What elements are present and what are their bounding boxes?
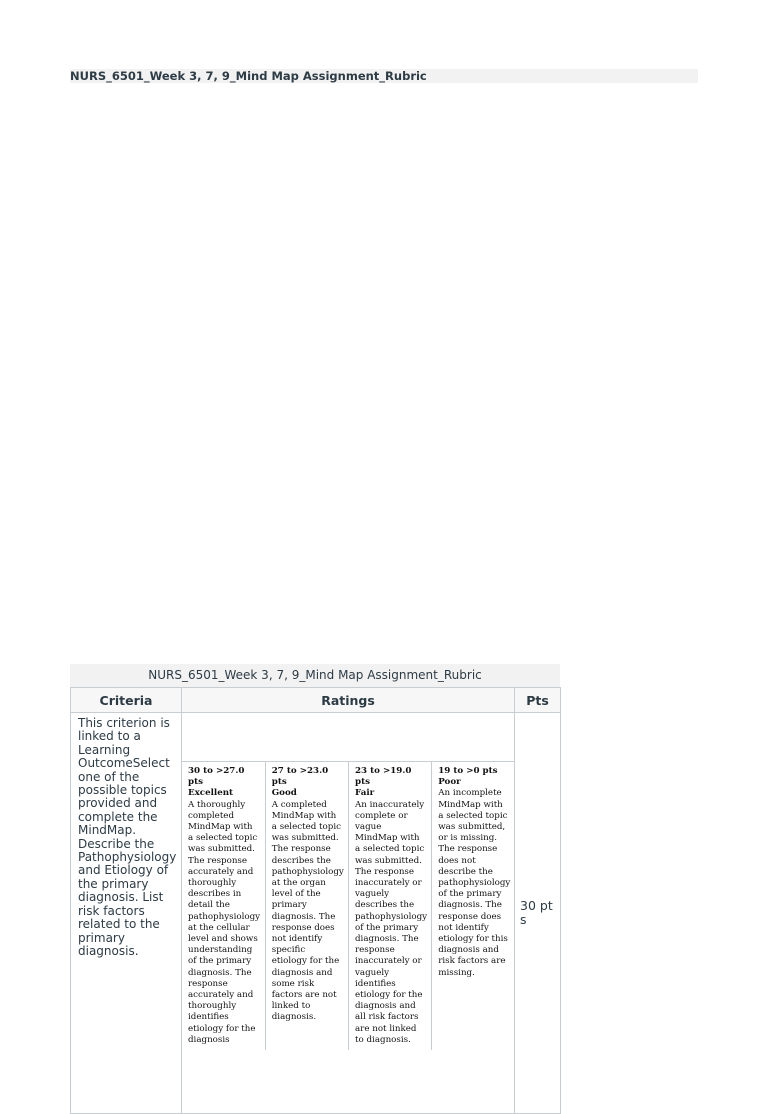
rubric-caption: NURS_6501_Week 3, 7, 9_Mind Map Assignment_Rubric	[70, 664, 560, 687]
ratings-container	[182, 713, 514, 1113]
header-row	[71, 688, 561, 713]
rubric-grid	[70, 687, 561, 1114]
rating-good[interactable]	[265, 762, 348, 1051]
rating-points: 23 to >19.0 pts	[355, 766, 412, 788]
rating-fair[interactable]	[349, 762, 432, 1051]
rating-points: 19 to >0 pts	[438, 766, 498, 776]
document-title: NURS_6501_Week 3, 7, 9_Mind Map Assignment_Rubric	[70, 69, 698, 83]
rating-description: An incomplete MindMap with a selected topic was submitted, or is missing. The response does not describe the pathophysiology of the primary diagnosis. The response does not identify etiology for this diagnosis and risk factors are missing.	[438, 788, 511, 978]
rating-poor[interactable]	[432, 762, 515, 1051]
rating-label: Fair	[355, 788, 375, 799]
criterion-row	[71, 713, 561, 1114]
rating-label: Excellent	[188, 788, 234, 799]
rating-description: A completed MindMap with a selected topic was submitted. The response describes the pathophysiology at the organ level of the primary diagnosis. The response does not identify specific etiology for the diagnosis and some risk factors are not linked to diagnosis.	[271, 799, 344, 1023]
rating-excellent[interactable]	[182, 762, 265, 1051]
ratings-cell	[182, 713, 515, 1114]
ratings-table	[182, 761, 515, 1050]
ratings-row	[182, 762, 515, 1051]
rating-label: Poor	[438, 777, 461, 788]
rating-points: 27 to >23.0 pts	[271, 766, 329, 788]
rating-label: Good	[271, 788, 297, 799]
points-cell	[515, 713, 561, 1114]
rating-description: An inaccurately complete or vague MindMap with a selected topic was submitted. The response inaccurately or vaguely describes the pathophysiology of the primary diagnosis. The response inaccurately or vaguely identifies etiology for the diagnosis and all risk factors are not linked to diagnosis.	[355, 799, 428, 1045]
rubric-table	[70, 664, 560, 1114]
rating-description: A thoroughly completed MindMap with a selected topic was submitted. The response accurately and thoroughly describes in detail the pathophysiology at the cellular level and shows understanding of the primary diagnosis. The response accurately and thoroughly identifies etiology for the diagnosis	[188, 799, 261, 1045]
ratings-header: Ratings	[182, 688, 515, 713]
criterion-points: 30 pt s	[520, 898, 553, 927]
criteria-header: Criteria	[71, 688, 182, 713]
criterion-description: This criterion is linked to a Learning OutcomeSelect one of the possible topics provided and complete the MindMap. Describe the Pathophysiology and Etiology of the primary diagnosis. List risk factors related to the primary diagnosis.	[78, 716, 177, 958]
ratings-spacer	[182, 713, 514, 761]
rating-points: 30 to >27.0 pts	[188, 766, 245, 788]
criterion-cell	[71, 713, 182, 1114]
pts-header: Pts	[515, 688, 561, 713]
